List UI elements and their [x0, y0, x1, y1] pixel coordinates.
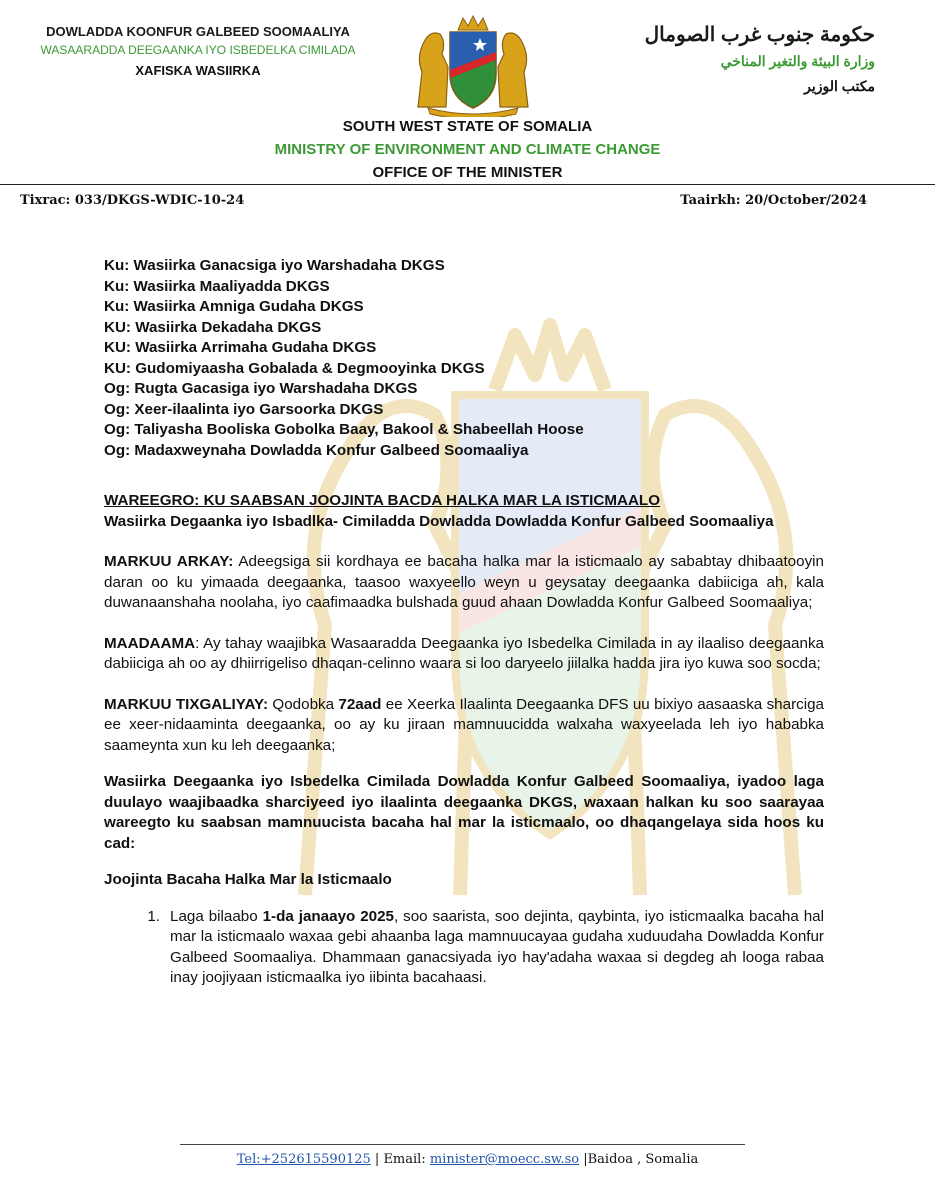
paragraph-label: MAADAAMA: [104, 634, 196, 652]
subject-subtitle: Wasiirka Degaanka iyo Isbadlka- Cimiladda Dowladda Dowladda Konfur Galbeed Soomaaliya: [104, 512, 774, 530]
footer: [0, 1152, 935, 1167]
header-right-line1: حكومة جنوب غرب الصومال: [644, 24, 875, 46]
section-heading: Joojinta Bacaha Halka Mar la Isticmaalo: [104, 871, 392, 888]
addressee-item: Og: Xeer-ilaalinta iyo Garsoorka DKGS: [104, 400, 384, 418]
header-right: [595, 22, 875, 95]
header-center: [0, 118, 935, 181]
addressee-item: Og: Taliyasha Booliska Gobolka Baay, Bakool & Shabeellah Hoose: [104, 421, 584, 438]
list-item-text-part: , soo saarista, soo dejinta, qaybinta, iyo isticmaalka bacaha hal mar la isticmaalo waxaa gebi ahaanba laga mamnuucayaa gudaha xuduudaha Dowladda Konfur Galbeed Soomaaliya. Dhammaan ganacsiyada iyo hay'adaha waxaa si degdeg ah looga rabaa inay joojiyaan isticmaalka iyo iibinta bacahaasi.: [170, 907, 825, 986]
addressee-item: Ku: Wasiirka Ganacsiga iyo Warshadaha DKGS: [104, 257, 445, 274]
header-left: [28, 24, 368, 78]
paragraph-markuu-tixgaliyay: [104, 695, 824, 757]
header-divider: [0, 184, 935, 185]
email-link[interactable]: minister@moecc.sw.so: [429, 1152, 580, 1167]
addressee-item: KU: Gudomiyaasha Gobalada & Degmooyinka DKGS: [104, 359, 485, 377]
paragraph-markuu-arkay: [104, 552, 824, 614]
paragraph-text: Adeegsiga sii kordhaya ee bacaha halka mar la isticmaalo ay sababtay dhibaatooyin daran oo ku yimaada deegaanka, taasoo waxyeello weyn u geysatay deegaanka dabiiciga ah, kala duwanaanshaha noolaha, iyo caafimaadka bulshada guud ahaan Dowladda Konfur Galbeed Soomaaliya;: [104, 553, 824, 611]
addressee-item: Ku: Wasiirka Maaliyadda DKGS: [104, 277, 330, 295]
header-center-line3: OFFICE OF THE MINISTER: [372, 164, 563, 181]
effective-date: 1-da janaayo 2025: [262, 907, 394, 925]
footer-separator: | Email:: [370, 1152, 430, 1167]
paragraph-label: MARKUU TIXGALIYAY:: [104, 695, 269, 713]
footer-location: |Baidoa , Somalia: [579, 1152, 699, 1167]
letter-body: [104, 256, 824, 989]
addressee-item: KU: Wasiirka Dekadaha DKGS: [104, 318, 322, 336]
list-item-number: 1.: [147, 907, 160, 925]
reference-number: Tixrac: 033/DKGS-WDIC-10-24: [20, 193, 245, 208]
header-right-line3: مكتب الوزير: [804, 78, 875, 94]
header-center-line1: SOUTH WEST STATE OF SOMALIA: [342, 118, 593, 135]
list-item-text-part: Laga bilaabo: [170, 907, 263, 925]
paragraph-text: : Ay tahay waajibka Wasaaradda Deegaanka iyo Isbedelka Cimilada in ay ilaaliso deegaanka dabiiciga ah oo ay dhiirrigeliso dhaqan-celinno waara si loo daryeelo jiilalka hadda jira iyo kuwa soo socda;: [104, 634, 824, 672]
coat-of-arms-icon: [408, 12, 538, 117]
addressee-item: Og: Rugta Gacasiga iyo Warshadaha DKGS: [104, 380, 418, 397]
header-left-line3: XAFISKA WASIIRKA: [135, 63, 261, 78]
footer-divider: [180, 1144, 745, 1145]
addressee-item: KU: Wasiirka Arrimaha Gudaha DKGS: [104, 339, 377, 356]
header-right-line2: وزارة البيئة والتغير المناخي: [720, 53, 875, 69]
document-date: Taairkh: 20/October/2024: [680, 193, 867, 208]
header-left-line2: WASAARADDA DEEGAANKA IYO ISBEDELKA CIMILADA: [40, 43, 356, 57]
list-item: [104, 907, 824, 989]
list-item-text: [170, 907, 824, 989]
addressee-item: Ku: Wasiirka Amniga Gudaha DKGS: [104, 298, 364, 315]
paragraph-text: Qodobka: [268, 695, 339, 713]
header-center-line2: MINISTRY OF ENVIRONMENT AND CLIMATE CHANGE: [274, 141, 661, 158]
addressee-item: Og: Madaxweynaha Dowladda Konfur Galbeed Soomaaliya: [104, 441, 529, 459]
subject-block: [104, 491, 824, 532]
addressee-list: [104, 256, 824, 461]
subject-title: WAREEGRO: KU SAABSAN JOOJINTA BACDA HALKA MAR LA ISTICMAALO: [104, 492, 661, 509]
article-number: 72aad: [338, 695, 382, 713]
phone-link[interactable]: Tel:+252615590125: [236, 1152, 371, 1167]
paragraph-maadaama: [104, 634, 824, 675]
paragraph-declaration: Wasiirka Deegaanka iyo Isbedelka Cimilada Dowladda Konfur Galbeed Soomaaliya, iyadoo laga duulayo waajibaadka sharciyeed iyo ilaalinta deegaanka DKGS, waxaan halkan ku soo saarayaa wareegto ku saabsan mamnuucista bacaha hal mar la isticmaalo, oo dhaqangelaya sida hoos ku cad:: [104, 773, 824, 852]
paragraph-label: MARKUU ARKAY:: [104, 553, 234, 570]
header-left-line1: DOWLADDA KOONFUR GALBEED SOOMAALIYA: [46, 24, 350, 39]
paragraph-text: ee Xeerka Ilaalinta Deegaanka DFS uu bixiyo aasaaska sharciga ee xeer-nidaaminta deegaanka, oo ay ku jiraan mamnuucidda walxaha waxyeelada leh iyo hababka saameynta xun ku leh deegaanka;: [104, 695, 824, 754]
